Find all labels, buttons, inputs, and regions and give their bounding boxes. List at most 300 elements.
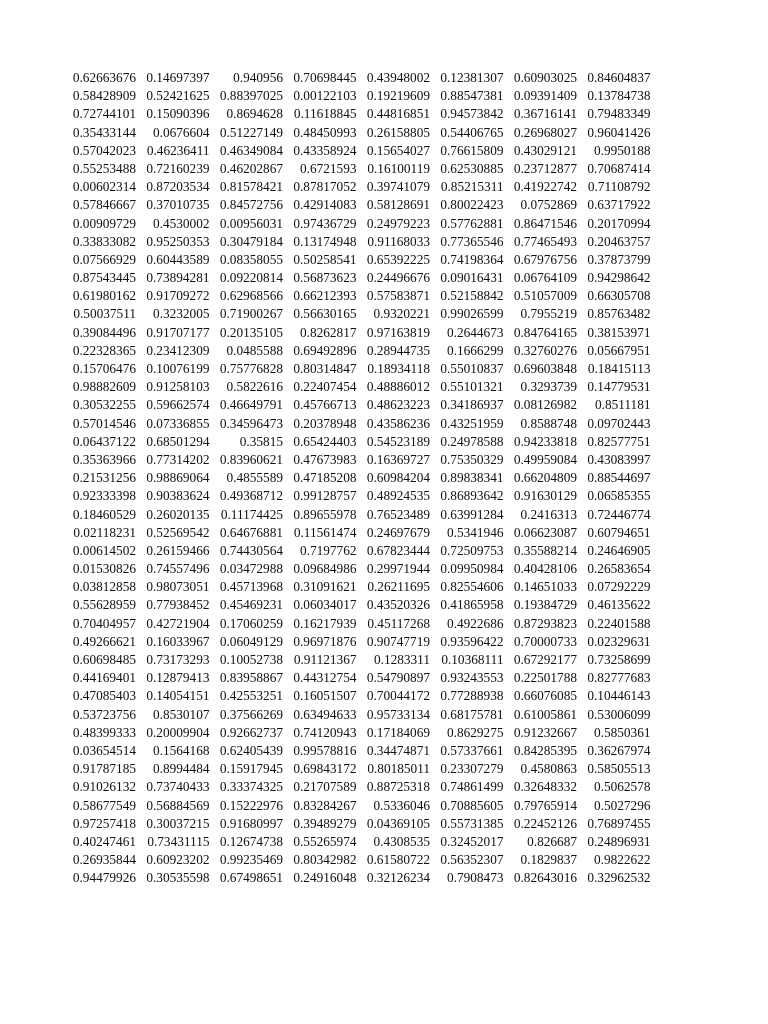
table-cell: 0.91787185 (72, 761, 136, 777)
table-cell: 0.26158805 (366, 124, 430, 140)
table-cell: 0.70000733 (513, 633, 577, 649)
table-cell: 0.60443589 (146, 251, 210, 267)
table-cell: 0.54790897 (366, 670, 430, 686)
table-cell: 0.94479926 (72, 870, 136, 886)
table-cell: 0.15222976 (219, 797, 283, 813)
table-cell: 0.00909729 (72, 215, 136, 231)
table-cell: 0.89655978 (293, 506, 357, 522)
table-cell: 0.72509753 (440, 542, 504, 558)
table-cell: 0.74861499 (440, 779, 504, 795)
table-cell: 0.48886012 (366, 379, 430, 395)
table-cell: 0.54523189 (366, 433, 430, 449)
table-cell: 0.91258103 (146, 379, 210, 395)
table-cell: 0.06034017 (293, 597, 357, 613)
table-cell: 0.76897455 (587, 815, 651, 831)
table-cell: 0.57846667 (72, 197, 136, 213)
table-row (68, 451, 651, 469)
table-row (68, 560, 651, 578)
table-cell: 0.91630129 (513, 488, 577, 504)
table-cell: 0.52569542 (146, 524, 210, 540)
table-cell: 0.47673983 (293, 451, 357, 467)
table-cell: 0.2644673 (446, 324, 504, 340)
table-cell: 0.18460529 (72, 506, 136, 522)
table-cell: 0.66204809 (513, 470, 577, 486)
table-cell: 0.40247461 (72, 833, 136, 849)
table-cell: 0.54406765 (440, 124, 504, 140)
table-cell: 0.39741079 (366, 179, 430, 195)
table-cell: 0.79765914 (513, 797, 577, 813)
table-cell: 0.80022423 (440, 197, 504, 213)
table-cell: 0.83958867 (219, 670, 283, 686)
table-cell: 0.68175781 (440, 706, 504, 722)
table-cell: 0.69492896 (293, 342, 357, 358)
table-cell: 0.92662737 (219, 724, 283, 740)
table-cell: 0.15654027 (366, 142, 430, 158)
table-cell: 0.77365546 (440, 233, 504, 249)
table-cell: 0.03472988 (219, 561, 283, 577)
table-cell: 0.13784738 (587, 88, 651, 104)
table-cell: 0.58505513 (587, 761, 651, 777)
table-cell: 0.35588214 (513, 542, 577, 558)
table-cell: 0.91680997 (219, 815, 283, 831)
table-row (68, 396, 651, 414)
table-cell: 0.43251959 (440, 415, 504, 431)
table-cell: 0.62405439 (219, 742, 283, 758)
table-cell: 0.8530107 (152, 706, 210, 722)
table-cell: 0.09220814 (219, 270, 283, 286)
table-cell: 0.14697397 (146, 70, 210, 85)
table-cell: 0.87203534 (146, 179, 210, 195)
table-row (68, 760, 651, 778)
table-cell: 0.63717922 (587, 197, 651, 213)
table-cell: 0.00956031 (219, 215, 283, 231)
table-cell: 0.48399333 (72, 724, 136, 740)
table-cell: 0.77938452 (146, 597, 210, 613)
table-cell: 0.61580722 (366, 852, 430, 868)
table-cell: 0.98073051 (146, 579, 210, 595)
table-cell: 0.43083997 (587, 451, 651, 467)
table-cell: 0.00122103 (293, 88, 357, 104)
table-cell: 0.91709272 (146, 288, 210, 304)
table-cell: 0.91121367 (293, 652, 357, 667)
table-cell: 0.84764165 (513, 324, 577, 340)
table-cell: 0.98882609 (72, 379, 136, 395)
table-cell: 0.33374325 (219, 779, 283, 795)
table-cell: 0.16051507 (293, 688, 357, 704)
table-cell: 0.97257418 (72, 815, 136, 831)
table-cell: 0.3232005 (152, 306, 210, 322)
table-cell: 0.96041426 (587, 124, 651, 140)
table-row (68, 797, 651, 815)
table-cell: 0.18934118 (367, 361, 430, 376)
table-cell: 0.89838341 (440, 470, 504, 486)
table-row (68, 615, 651, 633)
table-cell: 0.55265974 (293, 833, 357, 849)
table-cell: 0.88725318 (366, 779, 430, 795)
table-cell: 0.24646905 (587, 542, 651, 558)
table-cell: 0.64676881 (219, 524, 283, 540)
table-cell: 0.30535598 (146, 870, 210, 886)
table-cell: 0.09684986 (293, 561, 357, 577)
table-row (68, 578, 651, 596)
table-cell: 0.30037215 (146, 815, 210, 831)
table-cell: 0.67823444 (366, 542, 430, 558)
table-cell: 0.57014546 (72, 415, 136, 431)
table-cell: 0.85763482 (587, 306, 651, 322)
table-cell: 0.26020135 (146, 506, 210, 522)
table-cell: 0.42553251 (219, 688, 283, 704)
table-cell: 0.75776828 (219, 361, 283, 376)
table-cell: 0.71108792 (587, 179, 651, 195)
table-cell: 0.7955219 (520, 306, 577, 322)
table-row (68, 433, 651, 451)
table-cell: 0.58128691 (366, 197, 430, 213)
table-cell: 0.5850361 (593, 724, 651, 740)
table-cell: 0.43358924 (293, 142, 357, 158)
table-cell: 0.70687414 (587, 160, 651, 176)
table-cell: 0.5336046 (373, 797, 430, 813)
table-cell: 0.60698485 (72, 652, 136, 667)
table-cell: 0.91026132 (72, 779, 136, 795)
table-cell: 0.09016431 (440, 270, 504, 286)
table-cell: 0.77314202 (146, 451, 210, 467)
table-cell: 0.47085403 (72, 688, 136, 704)
table-row (68, 142, 651, 160)
table-cell: 0.91707177 (146, 324, 210, 340)
table-cell: 0.23412309 (146, 342, 210, 358)
table-cell: 0.42914083 (293, 197, 357, 213)
table-cell: 0.7908473 (446, 870, 504, 886)
table-row (68, 305, 651, 323)
table-cell: 0.68501294 (146, 433, 210, 449)
table-cell: 0.88547381 (440, 88, 504, 104)
table-cell: 0.11618845 (293, 106, 357, 122)
table-cell: 0.24978588 (440, 433, 504, 449)
table-cell: 0.9950188 (593, 142, 651, 158)
table-row (68, 833, 651, 851)
table-cell: 0.19384729 (513, 597, 577, 613)
table-cell: 0.43948002 (366, 70, 430, 85)
table-cell: 0.24697679 (366, 524, 430, 540)
table-cell: 0.22401588 (587, 615, 651, 631)
table-cell: 0.00602314 (72, 179, 136, 195)
table-cell: 0.70698445 (293, 70, 357, 85)
table-row (68, 415, 651, 433)
table-cell: 0.72744101 (72, 106, 136, 122)
table-cell: 0.72160239 (146, 160, 210, 176)
table-cell: 0.63494633 (293, 706, 357, 722)
table-cell: 0.99026599 (440, 306, 504, 322)
table-cell: 0.8262817 (299, 324, 357, 340)
table-cell: 0.84572756 (219, 197, 283, 213)
table-cell: 0.35433144 (72, 124, 136, 140)
table-cell: 0.56884569 (146, 797, 210, 813)
table-cell: 0.97163819 (366, 324, 430, 340)
table-cell: 0.23307279 (440, 761, 504, 777)
table-cell: 0.04369105 (366, 815, 430, 831)
table-cell: 0.940956 (233, 70, 283, 85)
table-cell: 0.08126982 (513, 397, 577, 413)
table-cell: 0.83284267 (293, 797, 357, 813)
table-cell: 0.55628959 (72, 597, 136, 613)
table-cell: 0.62663676 (72, 70, 136, 85)
table-cell: 0.99235469 (219, 852, 283, 868)
table-cell: 0.4308535 (373, 833, 430, 849)
table-cell: 0.0485588 (226, 342, 283, 358)
table-row (68, 778, 651, 796)
number-table (68, 69, 651, 887)
table-cell: 0.57762881 (440, 215, 504, 231)
table-cell: 0.39489279 (293, 815, 357, 831)
table-cell: 0.63991284 (440, 506, 504, 522)
table-cell: 0.37873799 (587, 251, 651, 267)
table-cell: 0.82577751 (587, 433, 651, 449)
table-cell: 0.86893642 (440, 488, 504, 504)
table-cell: 0.09702443 (587, 415, 651, 431)
table-cell: 0.95733134 (366, 706, 430, 722)
table-cell: 0.21531256 (72, 470, 136, 486)
table-cell: 0.44169401 (72, 670, 136, 686)
table-row (68, 324, 651, 342)
table-cell: 0.16100119 (367, 160, 430, 176)
table-cell: 0.08358055 (219, 251, 283, 267)
table-cell: 0.99578816 (293, 742, 357, 758)
table-cell: 0.20009904 (146, 724, 210, 740)
table-cell: 0.45713968 (219, 579, 283, 595)
table-cell: 0.24496676 (366, 270, 430, 286)
table-cell: 0.5822616 (226, 379, 283, 395)
table-cell: 0.88544697 (587, 470, 651, 486)
table-cell: 0.33833082 (72, 233, 136, 249)
table-row (68, 251, 651, 269)
table-cell: 0.73258699 (587, 652, 651, 667)
table-cell: 0.94233818 (513, 433, 577, 449)
table-cell: 0.55010837 (440, 361, 504, 376)
table-cell: 0.9822622 (593, 852, 651, 868)
table-cell: 0.34596473 (219, 415, 283, 431)
table-cell: 0.24896931 (587, 833, 651, 849)
table-cell: 0.5341946 (446, 524, 504, 540)
table-cell: 0.48924535 (366, 488, 430, 504)
table-cell: 0.84285395 (513, 742, 577, 758)
table-cell: 0.52421625 (146, 88, 210, 104)
table-cell: 0.66212393 (293, 288, 357, 304)
table-cell: 0.80342982 (293, 852, 357, 868)
table-cell: 0.53006099 (587, 706, 651, 722)
table-cell: 0.45766713 (293, 397, 357, 413)
table-row (68, 378, 651, 396)
table-cell: 0.31091621 (293, 579, 357, 595)
table-cell: 0.62968566 (219, 288, 283, 304)
table-cell: 0.43586236 (366, 415, 430, 431)
table-cell: 0.82777683 (587, 670, 651, 686)
table-cell: 0.07292229 (587, 579, 651, 595)
table-cell: 0.53723756 (72, 706, 136, 722)
table-cell: 0.6721593 (299, 160, 357, 176)
table-cell: 0.18415113 (587, 361, 651, 376)
table-cell: 0.74557496 (146, 561, 210, 577)
table-cell: 0.32452017 (440, 833, 504, 849)
table-cell: 0.3293739 (520, 379, 577, 395)
table-row (68, 724, 651, 742)
table-cell: 0.8994484 (152, 761, 210, 777)
table-cell: 0.4922686 (446, 615, 504, 631)
table-cell: 0.5027296 (593, 797, 651, 813)
table-cell: 0.22407454 (293, 379, 357, 395)
table-cell: 0.14651033 (513, 579, 577, 595)
table-cell: 0.73431115 (147, 833, 210, 849)
table-row (68, 178, 651, 196)
table-row (68, 742, 651, 760)
table-row (68, 851, 651, 869)
table-cell: 0.66076085 (513, 688, 577, 704)
table-cell: 0.87293823 (513, 615, 577, 631)
table-cell: 0.7197762 (299, 542, 357, 558)
table-cell: 0.56352307 (440, 852, 504, 868)
table-cell: 0.37566269 (219, 706, 283, 722)
table-row (68, 342, 651, 360)
table-cell: 0.13174948 (293, 233, 357, 249)
table-cell: 0.62530885 (440, 160, 504, 176)
table-cell: 0.46135622 (587, 597, 651, 613)
table-cell: 0.77465493 (513, 233, 577, 249)
table-cell: 0.26211695 (367, 579, 430, 595)
table-cell: 0.0676604 (152, 124, 210, 140)
table-cell: 0.94573842 (440, 106, 504, 122)
table-cell: 0.09950984 (440, 561, 504, 577)
table-cell: 0.47185208 (293, 470, 357, 486)
table-cell: 0.20463757 (587, 233, 651, 249)
table-cell: 0.23712877 (513, 160, 577, 176)
table-cell: 0.73740433 (146, 779, 210, 795)
table-cell: 0.06585355 (587, 488, 651, 504)
table-cell: 0.43029121 (513, 142, 577, 158)
table-cell: 0.07336855 (146, 415, 210, 431)
table-cell: 0.32126234 (366, 870, 430, 886)
table-cell: 0.44816851 (366, 106, 430, 122)
table-cell: 0.07566929 (72, 251, 136, 267)
table-cell: 0.16217939 (293, 615, 357, 631)
table-cell: 0.83960621 (219, 451, 283, 467)
table-cell: 0.32760276 (513, 342, 577, 358)
table-row (68, 669, 651, 687)
table-cell: 0.24916048 (293, 870, 357, 886)
table-row (68, 105, 651, 123)
table-cell: 0.03812858 (72, 579, 136, 595)
table-cell: 0.50037511 (73, 306, 136, 322)
table-cell: 0.46649791 (219, 397, 283, 413)
table-cell: 0.60984204 (366, 470, 430, 486)
number-table-body (68, 69, 651, 887)
table-row (68, 269, 651, 287)
table-cell: 0.8694628 (226, 106, 283, 122)
table-cell: 0.36716141 (513, 106, 577, 122)
table-cell: 0.14054151 (146, 688, 210, 704)
table-cell: 0.30479184 (219, 233, 283, 249)
table-cell: 0.87543445 (72, 270, 136, 286)
table-cell: 0.03654514 (72, 742, 136, 758)
table-cell: 0.75350329 (440, 451, 504, 467)
table-cell: 0.91168033 (367, 233, 430, 249)
table-row (68, 287, 651, 305)
table-cell: 0.43520326 (366, 597, 430, 613)
table-cell: 0.826687 (527, 833, 577, 849)
table-cell: 0.85215311 (440, 179, 504, 195)
table-cell: 0.74198364 (440, 251, 504, 267)
table-cell: 0.34186937 (440, 397, 504, 413)
table-cell: 0.57042023 (72, 142, 136, 158)
table-cell: 0.28944735 (366, 342, 430, 358)
table-cell: 0.60794651 (587, 524, 651, 540)
table-cell: 0.4580863 (520, 761, 577, 777)
table-cell: 0.5062578 (593, 779, 651, 795)
table-row (68, 233, 651, 251)
table-cell: 0.00614502 (72, 542, 136, 558)
table-cell: 0.10446143 (587, 688, 651, 704)
table-cell: 0.15090396 (146, 106, 210, 122)
table-cell: 0.20135105 (219, 324, 283, 340)
table-cell: 0.59662574 (146, 397, 210, 413)
table-cell: 0.19219609 (366, 88, 430, 104)
table-cell: 0.55253488 (72, 160, 136, 176)
table-cell: 0.90747719 (366, 633, 430, 649)
table-cell: 0.80185011 (367, 761, 430, 777)
table-row (68, 542, 651, 560)
table-cell: 0.0752869 (520, 197, 577, 213)
table-row (68, 687, 651, 705)
table-cell: 0.65392225 (366, 251, 430, 267)
table-cell: 0.21707589 (293, 779, 357, 795)
table-cell: 0.20170994 (587, 215, 651, 231)
table-cell: 0.26968027 (513, 124, 577, 140)
table-cell: 0.56873623 (293, 270, 357, 286)
table-cell: 0.45469231 (219, 597, 283, 613)
table-cell: 0.44312754 (293, 670, 357, 686)
table-cell: 0.12381307 (440, 70, 504, 85)
table-cell: 0.73894281 (146, 270, 210, 286)
table-cell: 0.30532255 (72, 397, 136, 413)
table-cell: 0.60903025 (513, 70, 577, 85)
table-cell: 0.46202867 (219, 160, 283, 176)
table-cell: 0.51057009 (513, 288, 577, 304)
table-cell: 0.09391409 (513, 88, 577, 104)
table-cell: 0.01530826 (72, 561, 136, 577)
table-cell: 0.50258541 (293, 251, 357, 267)
table-cell: 0.84604837 (587, 70, 651, 85)
table-cell: 0.06764109 (513, 270, 577, 286)
table-cell: 0.74120943 (293, 724, 357, 740)
table-cell: 0.12674738 (219, 833, 283, 849)
table-cell: 0.57583871 (366, 288, 430, 304)
table-row (68, 160, 651, 178)
table-cell: 0.94298642 (587, 270, 651, 286)
table-row (68, 487, 651, 505)
table-cell: 0.76615809 (440, 142, 504, 158)
table-cell: 0.49266621 (72, 633, 136, 649)
table-cell: 0.61005861 (513, 706, 577, 722)
table-cell: 0.15917945 (219, 761, 283, 777)
table-cell: 0.99128757 (293, 488, 357, 504)
table-cell: 0.17184069 (366, 724, 430, 740)
table-cell: 0.82643016 (513, 870, 577, 886)
table-cell: 0.86471546 (513, 215, 577, 231)
table-cell: 0.38153971 (587, 324, 651, 340)
table-cell: 0.8629275 (446, 724, 504, 740)
table-cell: 0.4855589 (226, 470, 283, 486)
table-cell: 0.66305708 (587, 288, 651, 304)
table-cell: 0.06623087 (513, 524, 577, 540)
table-cell: 0.1283311 (373, 652, 430, 667)
